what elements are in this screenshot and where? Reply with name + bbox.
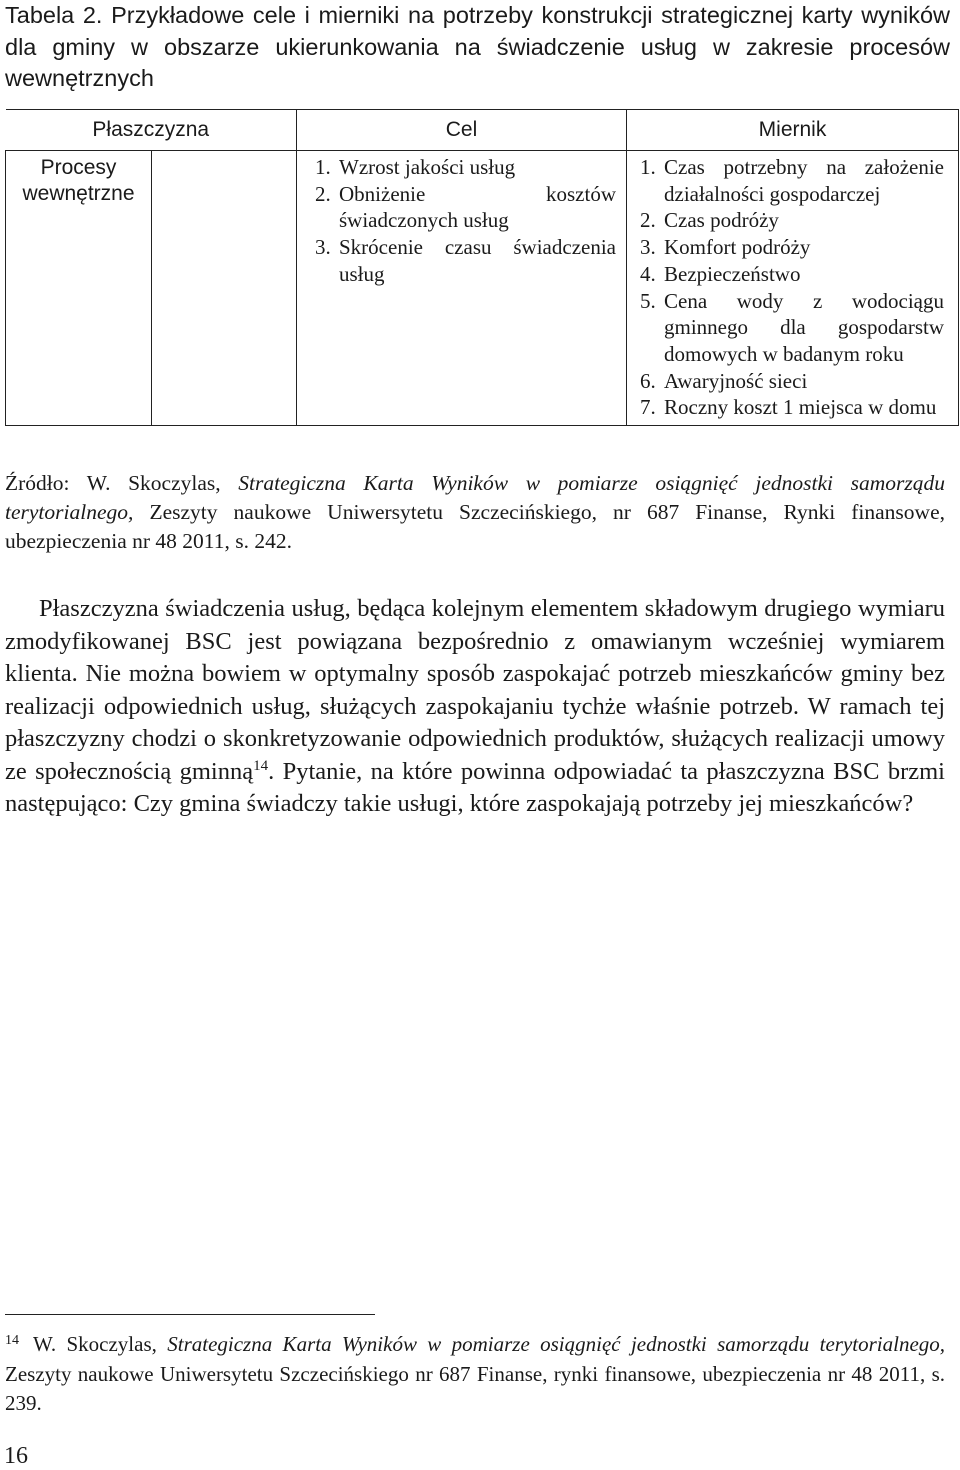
measure-item-text: Roczny koszt 1 miejsca w domu xyxy=(664,395,937,420)
measure-item-number: 6. xyxy=(640,368,656,393)
table-row xyxy=(6,151,959,426)
goal-item-number: 2. xyxy=(315,181,331,206)
measure-item xyxy=(640,207,944,234)
measure-item xyxy=(640,261,944,288)
measure-item-text: Komfort podróży xyxy=(664,235,811,260)
goals-measures-table xyxy=(5,109,959,426)
measure-item xyxy=(640,288,944,368)
header-plane: Płaszczyzna xyxy=(6,110,297,151)
footnote-number: 14 xyxy=(5,1333,19,1348)
empty-cell xyxy=(152,151,297,426)
goal-item-text: Obniżenie kosztów świadczonych usług xyxy=(339,181,616,233)
footnote-reference[interactable]: 14 xyxy=(253,757,269,774)
footnote-details: Zeszyty naukowe Uniwersytetu Szczecińskiego nr 687 Finanse, rynki finansowe, ubezpieczenia nr 48 2011, s. 239. xyxy=(5,1361,945,1415)
measure-item-text: Cena wody z wodociągu gminnego dla gospodarstw domowych w badanym roku xyxy=(664,288,944,366)
table-header-row xyxy=(6,110,959,151)
footnote-divider xyxy=(5,1314,375,1315)
header-measure: Miernik xyxy=(627,110,959,151)
measure-item-text: Czas podróży xyxy=(664,208,779,233)
source-title: Strategiczna Karta Wyników w pomiarze osiągnięć jednostki samorządu terytorialnego, xyxy=(5,471,945,524)
measure-item-number: 5. xyxy=(640,288,656,313)
table-source xyxy=(5,469,945,556)
measure-item-number: 2. xyxy=(640,208,656,233)
goal-item-number: 1. xyxy=(315,155,331,179)
table-caption: Tabela 2. Przykładowe cele i mierniki na potrzeby konstrukcji strategicznej karty wyników dla gminy w obszarze ukierunkowania na świadczenie usług w zakresie procesów wewnętrznych xyxy=(5,2,950,91)
measure-item-text: Awaryjność sieci xyxy=(664,368,808,393)
body-paragraph xyxy=(5,593,945,821)
paragraph-text-2: . Pytanie, na które powinna odpowiadać ta płaszczyzna BSC brzmi następująco: Czy gmina świadczy takie usługi, które zaspokajają potrzeby jej mieszkańców? xyxy=(5,757,945,817)
footnote-author: W. Skoczylas, xyxy=(33,1332,157,1356)
goals-list xyxy=(297,151,626,292)
goal-item xyxy=(315,154,616,181)
source-label: Źródło: xyxy=(5,471,70,495)
plane-cell: Procesy wewnętrzne xyxy=(6,151,152,426)
paragraph-text-1: Płaszczyzna świadczenia usług, będąca kolejnym elementem składowym drugiego wymiaru zmodyfikowanej BSC jest powiązana bezpośrednio z omawianym wcześniej wymiarem klienta. Nie można bowiem w optymalny sposób zaspokajać potrzeb mieszkańców gminy bez realizacji odpowiednich usług, służących zaspokajaniu tychże właśnie potrzeb. W ramach tej płaszczyzny chodzi o skonkretyzowanie odpowiednich produktów, służących realizacji umowy ze społecznością gminną xyxy=(5,595,945,785)
header-goal: Cel xyxy=(297,110,627,151)
goals-cell xyxy=(297,151,627,426)
measure-item-number: 3. xyxy=(640,235,656,260)
measure-item xyxy=(640,368,944,395)
footnote-title: Strategiczna Karta Wyników w pomiarze osiągnięć jednostki samorządu terytorialnego, xyxy=(167,1332,946,1356)
measure-item-number: 7. xyxy=(640,395,656,420)
source-author: W. Skoczylas, xyxy=(86,471,221,495)
goal-item-number: 3. xyxy=(315,235,331,260)
measure-item xyxy=(640,154,944,207)
footnote xyxy=(5,1326,945,1419)
measures-cell xyxy=(627,151,959,426)
goal-item xyxy=(315,181,616,234)
goal-item-text: Wzrost jakości usług xyxy=(339,155,516,179)
goal-item xyxy=(315,234,616,287)
goal-item-text: Skrócenie czasu świadczenia usług xyxy=(339,235,616,286)
page-number: 16 xyxy=(4,1443,28,1469)
measure-item xyxy=(640,234,944,261)
measure-item-number: 1. xyxy=(640,155,656,179)
measure-item-text: Bezpieczeństwo xyxy=(664,261,801,286)
measure-item-text: Czas potrzebny na założenie działalności gospodarczej xyxy=(664,155,944,206)
measure-item xyxy=(640,394,944,421)
measures-list xyxy=(627,151,958,425)
source-details: Zeszyty naukowe Uniwersytetu Szczecińskiego, nr 687 Finanse, Rynki finansowe, ubezpieczenia nr 48 2011, s. 242. xyxy=(5,500,945,553)
measure-item-number: 4. xyxy=(640,261,656,286)
